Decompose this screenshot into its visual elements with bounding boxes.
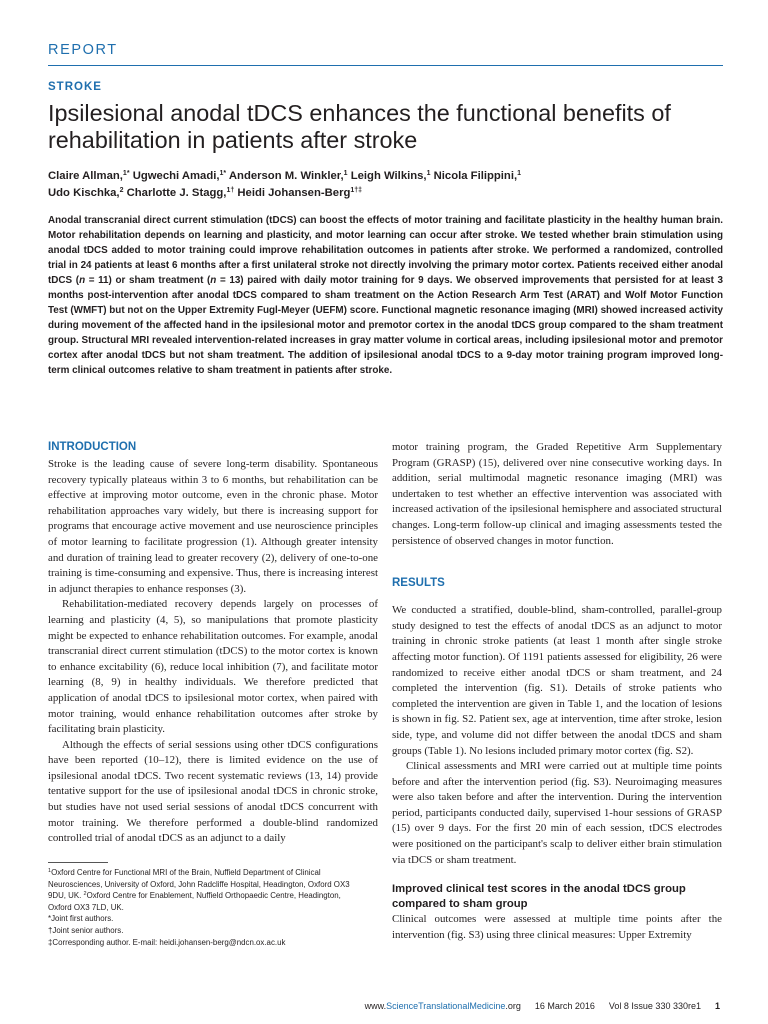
- author-name: Udo Kischka,: [48, 187, 120, 199]
- author-name: Leigh Wilkins,: [350, 170, 427, 182]
- results-paragraph-2: Clinical assessments and MRI were carried out at multiple time points before and after the intervention period (fig. S3). Neuroimaging measures were also taken before and after the intervention. During the intervention period, participants conducted daily, supervised 1-hour sessions of GRASP (15) over 9 days. For the first 20 min of each session, tDCS electrodes were positioned on the participant's scalp to deliver either brain stimulation via tDCS or sham treatment.: [392, 760, 722, 866]
- author-affiliation-marker: 1*: [122, 170, 130, 177]
- article-title: Ipsilesional anodal tDCS enhances the functional benefits of rehabilitation in patients after stroke: [48, 100, 671, 153]
- author-affiliation-marker: 2: [119, 187, 124, 194]
- left-column: [48, 440, 378, 847]
- author-name: Heidi Johansen-Berg: [237, 187, 351, 199]
- joint-first-note: *Joint first authors.: [48, 914, 114, 924]
- intro-paragraph-4: motor training program, the Graded Repetitive Arm Supplementary Program (GRASP) (15), delivered over nine consecutive working days. In addition, serial multimodal magnetic resonance imaging (MRI) was undertaken to test whether an effective intervention was associated with increased activation of the ipsilesional hemisphere and associated structural changes. Long-term follow-up clinical and imaging assessments tested the persistence of observed changes in motor function.: [392, 441, 722, 547]
- affiliation-footnote: [48, 867, 353, 913]
- affiliation-2-marker: 2: [83, 891, 87, 898]
- category-label: STROKE: [48, 81, 102, 93]
- author-affiliation-marker: 1†‡: [350, 187, 363, 194]
- journal-url-link[interactable]: [365, 1001, 521, 1011]
- author-name: Charlotte J. Stagg,: [126, 187, 227, 199]
- results-heading: RESULTS: [392, 577, 445, 590]
- results-paragraph-1: We conducted a stratified, double-blind, sham-controlled, parallel-group study designed to test the effects of anodal tDCS as an adjunct to motor training in chronic stroke patients (at least 1 month after single stroke affecting motor function). Of 1191 patients assessed for eligibility, 26 were randomized to receive either anodal tDCS or sham treatment, and 24 completed the intervention (fig. S1). Details of stroke patients who completed the intervention are given in Table 1, and the location of lesions is shown in fig. S2. Patient sex, age at intervention, time after stroke, lesion side, type, and volume did not differ between the anodal tDCS and sham groups (Table 1). No lesions included primary motor cortex (fig. S2).: [392, 604, 722, 757]
- author-affiliation-marker: 1: [426, 170, 431, 177]
- author-affiliation-marker: 1†: [226, 187, 235, 194]
- author-name: Claire Allman,: [48, 170, 123, 182]
- intro-paragraph-2: Rehabilitation-mediated recovery depends largely on processes of learning and plasticity (4, 5), so manipulations that promote plasticity might be expected to enhance rehabilitation outcomes. For example, anodal transcranial direct current stimulation (tDCS) to the motor cortex is known to enhance excitability (6), reduce local inhibition (7), and facilitate motor learning (8, 9) in healthy individuals. We therefore predicted that application of anodal tDCS to ipsilesional motor cortex, when paired with motor training, would enhance rehabilitation outcomes after stroke by facilitating brain plasticity.: [48, 598, 378, 736]
- page-number: 1: [714, 1001, 720, 1011]
- affiliation-1-marker: 1: [48, 868, 52, 874]
- corresponding-author-note: ‡Corresponding author. E-mail: heidi.johansen-berg@ndcn.ox.ac.uk: [48, 937, 286, 947]
- affiliation-1-text: Oxford Centre for Functional MRI of the Brain, Nuffield Department of Clinical Neurosciences, University of Oxford, John Radcliffe Hospital, Headington, Oxford OX3 9DU, UK.: [48, 868, 350, 901]
- introduction-heading: INTRODUCTION: [48, 441, 137, 453]
- subsection-paragraph: Clinical outcomes were assessed at multiple time points after the intervention (fig. S3) using three clinical measures: Upper Extremity: [392, 913, 722, 941]
- report-label: REPORT: [48, 42, 118, 58]
- page-footer: [300, 1001, 720, 1011]
- author-affiliation-marker: 1: [343, 170, 348, 177]
- joint-senior-note: †Joint senior authors.: [48, 925, 124, 935]
- author-name: Anderson M. Winkler,: [228, 170, 344, 182]
- author-list: [48, 168, 723, 202]
- author-name: Nicola Filippini,: [433, 170, 518, 182]
- publication-date: 16 March 2016: [534, 1001, 595, 1011]
- abstract: Anodal transcranial direct current stimulation (tDCS) can boost the effects of motor training and facilitate plasticity in the healthy human brain. Motor rehabilitation depends on learning and plasticity, and motor learning can occur after stroke. We tested whether brain stimulation using anodal tDCS added to motor training could improve rehabilitation outcomes in patients after stroke. We performed a randomized, controlled trial in 24 patients at least 6 months after a first unilateral stroke not directly involving the primary motor cortex. Patients received either anodal tDCS (n = 11) or sham treatment (n = 13) paired with daily motor training for 9 days. We observed improvements that persisted for at least 3 months post-intervention after anodal tDCS compared to sham treatment on the Action Research Arm Test (ARAT) and Wolf Motor Function Test (WMFT) but not on the Upper Extremity Fugl-Meyer (UEFM) score. Functional magnetic resonance imaging (MRI) showed increased activity during movement of the affected hand in the ipsilesional motor and premotor cortex in the anodal tDCS group compared to the sham treatment group. Structural MRI revealed intervention-related increases in gray matter volume in cortical areas, including ipsilesional motor and premotor cortex after anodal tDCS but not sham treatment. The addition of ipsilesional anodal tDCS to a 9-day motor training program improved long-term clinical outcomes relative to sham treatment in patients after stroke.: [48, 215, 724, 376]
- author-affiliation-marker: 1*: [219, 170, 227, 177]
- url-prefix: www.: [364, 1001, 387, 1011]
- intro-paragraph-1: Stroke is the leading cause of severe long-term disability. Spontaneous recovery typically plateaus within 3 to 6 months, but rehabilitation can be effective at improving motor outcome, even in the chronic phase. Motor rehabilitation approaches vary widely, but there is increasing support for programs that encourage active movement and use neuroscience principles of motor learning to facilitate progression (1). Although greater intensity and duration of training lead to greater recovery (2), delivery of one-to-one training is time-consuming and expensive. Thus, there is increasing interest in adjunct therapies to enhance responses (3).: [48, 458, 378, 595]
- volume-info: Vol 8 Issue 330 330re1: [608, 1001, 701, 1011]
- affiliation-2-text: Oxford Centre for Enablement, Nuffield Orthopaedic Centre, Headington, Oxford OX3 7LD, UK.: [48, 891, 341, 912]
- footnote-rule: [48, 862, 108, 863]
- right-column: [392, 440, 722, 943]
- author-affiliation-marker: 1: [517, 170, 522, 177]
- url-suffix: .org: [505, 1001, 521, 1011]
- footnotes: [48, 867, 353, 948]
- author-name: Ugwechi Amadi,: [132, 170, 220, 182]
- intro-paragraph-3: Although the effects of serial sessions using other tDCS configurations have been reported (10–12), there is limited evidence on the use of ipsilesional anodal tDCS. Two recent systematic reviews (13, 14) provide tentative support for the use of ipsilesional anodal tDCS in chronic stroke, but studies have not used serial sessions of anodal tDCS concurrent with motor training. We therefore performed a double-blind randomized controlled trial of anodal tDCS as an adjunct to a daily: [48, 738, 378, 845]
- subsection-heading: Improved clinical test scores in the anodal tDCS group compared to sham group: [392, 883, 686, 911]
- url-brand: ScienceTranslationalMedicine: [386, 1001, 506, 1011]
- header-rule: [48, 65, 723, 66]
